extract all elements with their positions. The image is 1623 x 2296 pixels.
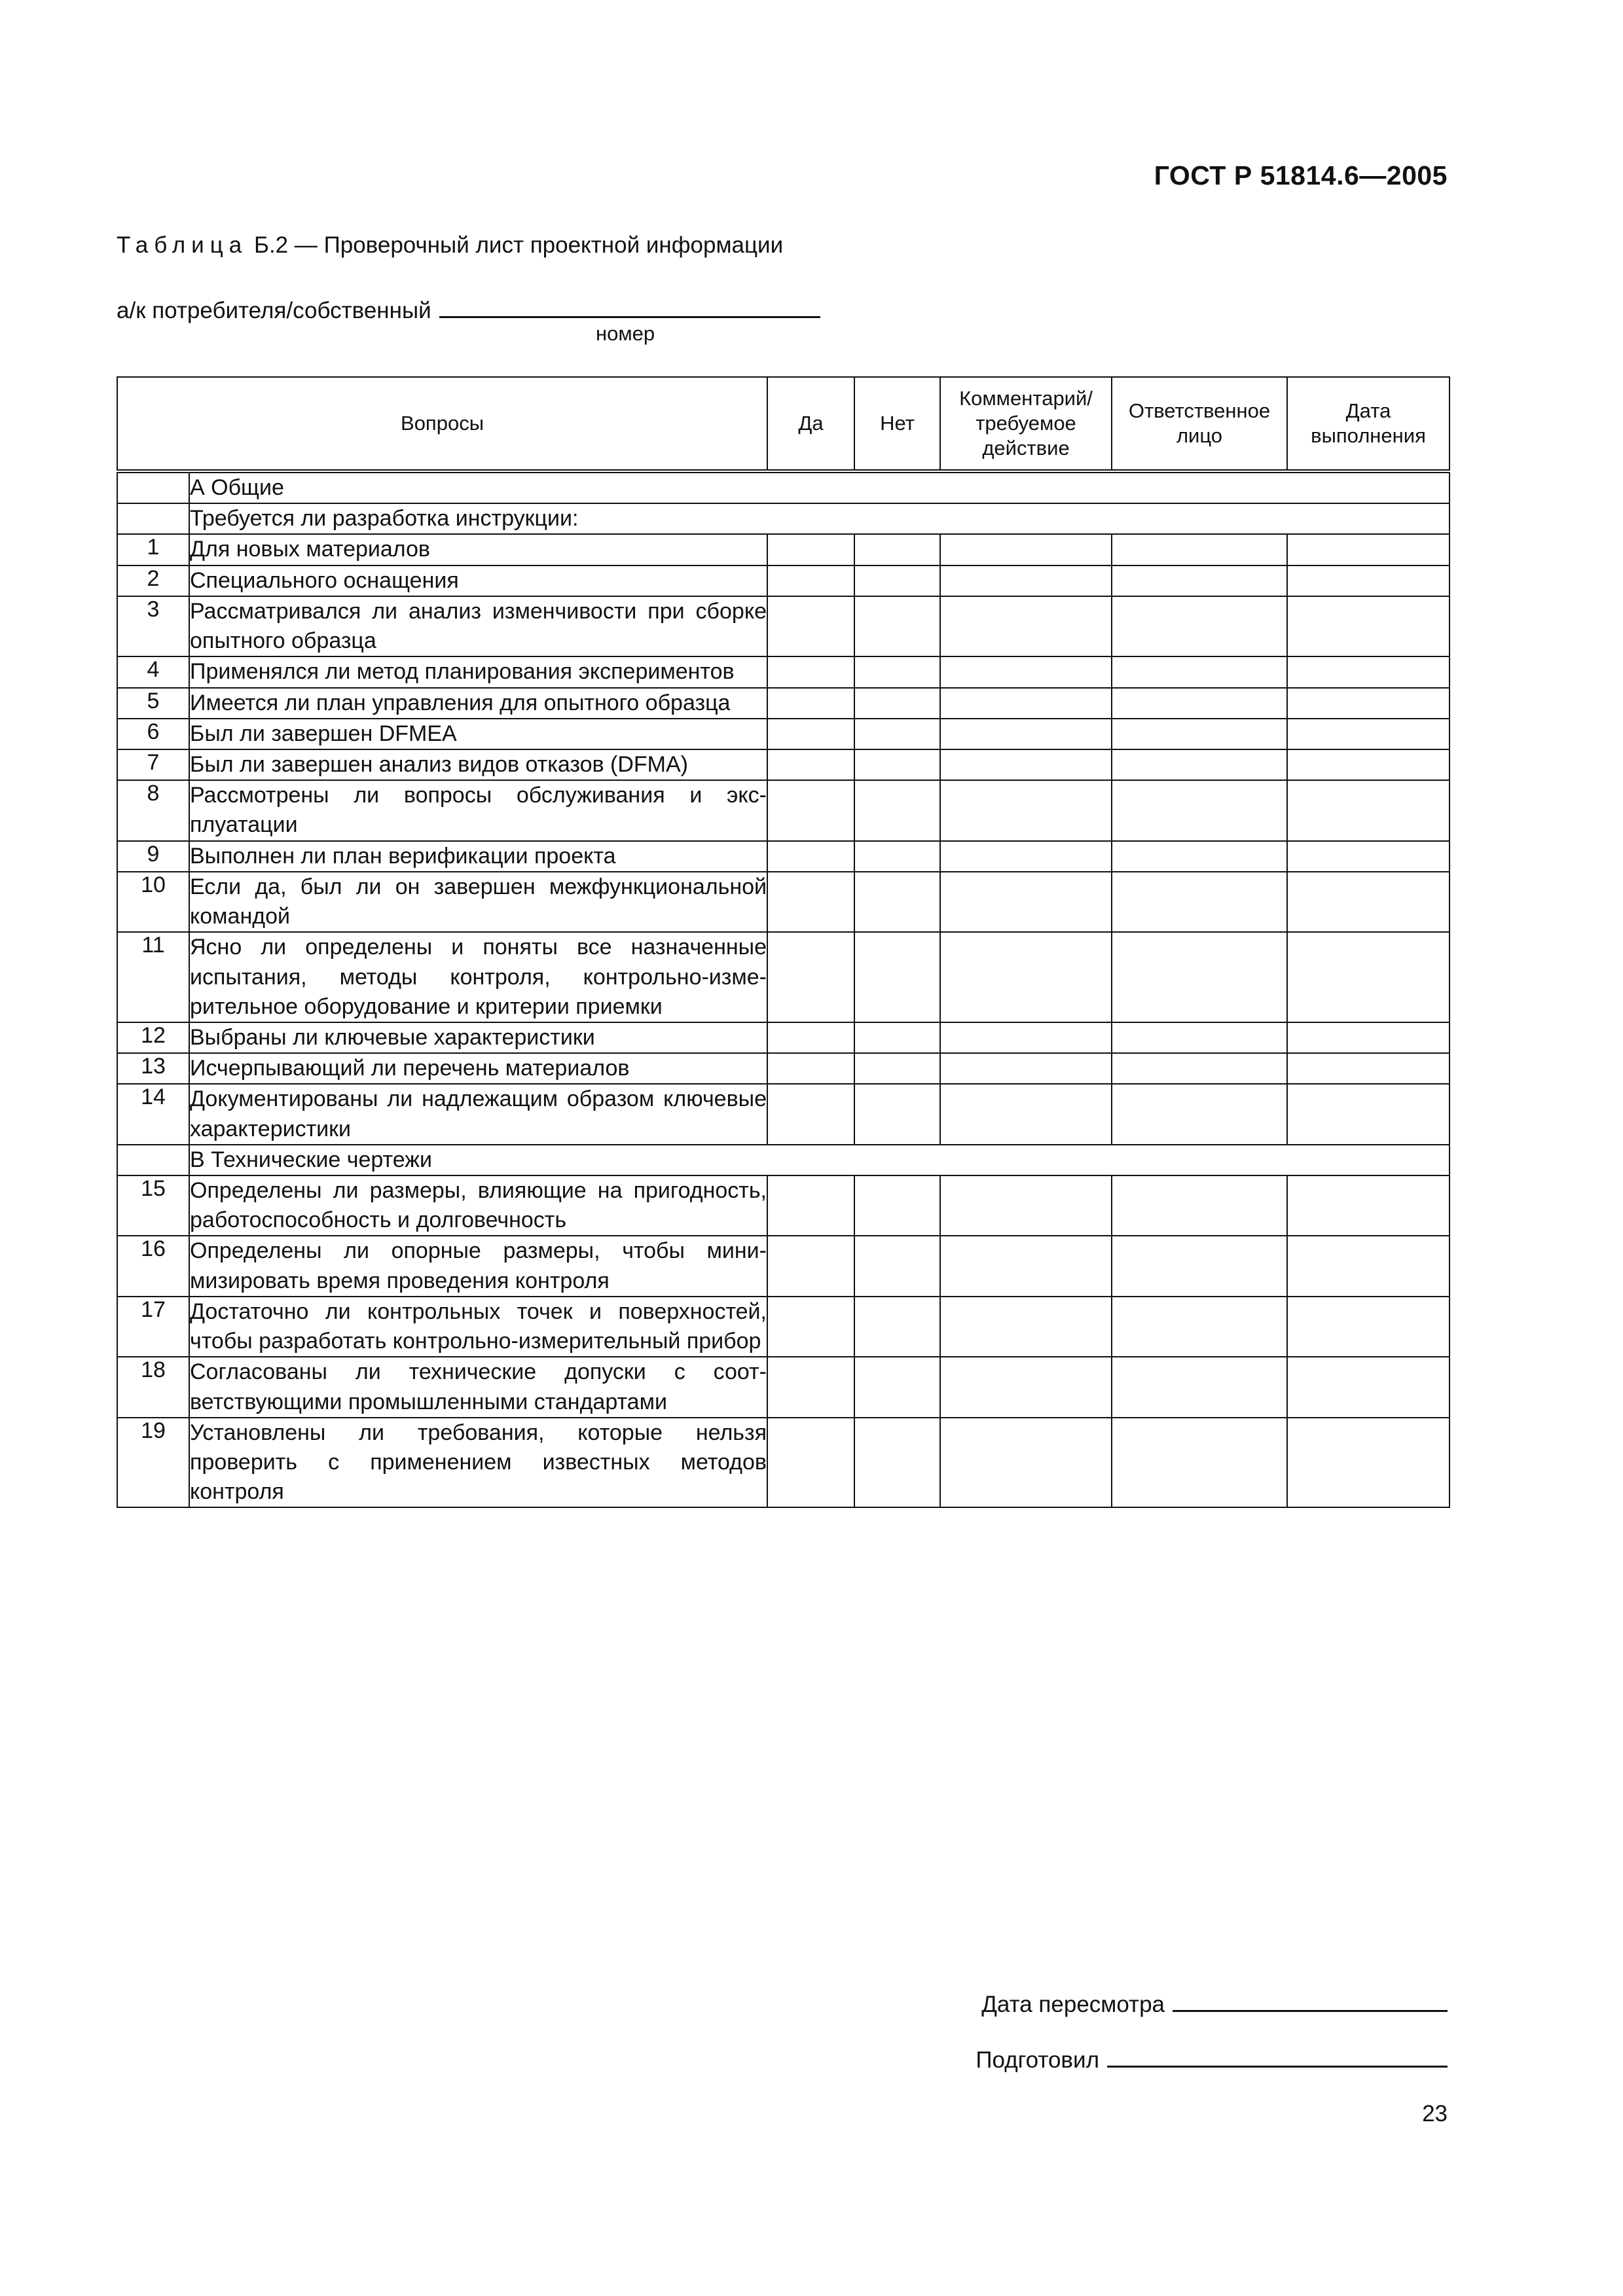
no-cell[interactable] <box>854 1022 940 1053</box>
comment-cell[interactable] <box>940 780 1112 840</box>
date-cell[interactable] <box>1287 565 1450 596</box>
comment-cell[interactable] <box>940 1053 1112 1084</box>
standard-number: ГОСТ Р 51814.6—2005 <box>1154 160 1448 190</box>
row-number <box>117 503 189 534</box>
no-cell[interactable] <box>854 872 940 932</box>
comment-cell[interactable] <box>940 719 1112 749</box>
col-header-no: Нет <box>854 377 940 471</box>
question-text: Специального оснащения <box>189 565 767 596</box>
question-text: Определены ли опорные размеры, чтобы минимизировать время проведения контроля <box>189 1236 767 1296</box>
responsible-cell[interactable] <box>1112 780 1287 840</box>
responsible-cell[interactable] <box>1112 688 1287 719</box>
responsible-cell[interactable] <box>1112 1175 1287 1236</box>
comment-cell[interactable] <box>940 596 1112 656</box>
no-cell[interactable] <box>854 1236 940 1296</box>
comment-cell[interactable] <box>940 1175 1112 1236</box>
question-text: Рассмотрены ли вопросы обслуживания и эксплуатации <box>189 780 767 840</box>
table-row <box>117 1297 1450 1357</box>
responsible-cell[interactable] <box>1112 1084 1287 1144</box>
date-cell[interactable] <box>1287 656 1450 687</box>
yes-cell[interactable] <box>767 1175 854 1236</box>
responsible-cell[interactable] <box>1112 1357 1287 1417</box>
no-cell[interactable] <box>854 1175 940 1236</box>
responsible-cell[interactable] <box>1112 719 1287 749</box>
no-cell[interactable] <box>854 719 940 749</box>
no-cell[interactable] <box>854 749 940 780</box>
row-number <box>117 1145 189 1175</box>
question-text: Применялся ли метод планирования экспериментов <box>189 656 767 687</box>
no-cell[interactable] <box>854 841 940 872</box>
comment-cell[interactable] <box>940 1022 1112 1053</box>
date-cell[interactable] <box>1287 1022 1450 1053</box>
question-text: Выполнен ли план верификации проекта <box>189 841 767 872</box>
row-number: 10 <box>117 872 189 932</box>
revision-date-label: Дата пересмотра <box>981 1992 1165 2017</box>
no-cell[interactable] <box>854 932 940 1022</box>
comment-cell[interactable] <box>940 1297 1112 1357</box>
row-number: 9 <box>117 841 189 872</box>
row-number: 13 <box>117 1053 189 1084</box>
question-text: Был ли завершен анализ видов отказов (DFMA) <box>189 749 767 780</box>
page-number: 23 <box>1422 2101 1448 2126</box>
no-cell[interactable] <box>854 656 940 687</box>
row-number: 2 <box>117 565 189 596</box>
row-number: 18 <box>117 1357 189 1417</box>
date-cell[interactable] <box>1287 688 1450 719</box>
responsible-cell[interactable] <box>1112 1297 1287 1357</box>
prepared-by-field <box>976 2042 1448 2073</box>
yes-cell[interactable] <box>767 1418 854 1508</box>
table-row <box>117 565 1450 596</box>
responsible-cell[interactable] <box>1112 656 1287 687</box>
yes-cell[interactable] <box>767 534 854 565</box>
row-number: 17 <box>117 1297 189 1357</box>
table-caption-prefix: Таблица <box>117 232 248 258</box>
prepared-by-line[interactable] <box>1107 2042 1448 2068</box>
revision-date-line[interactable] <box>1173 1986 1448 2012</box>
yes-cell[interactable] <box>767 1357 854 1417</box>
row-number: 8 <box>117 780 189 840</box>
responsible-cell[interactable] <box>1112 565 1287 596</box>
prepared-by-label: Подготовил <box>976 2047 1099 2073</box>
question-text: Документированы ли надлежащим образом ключевые характеристики <box>189 1084 767 1144</box>
section-heading: Требуется ли разработка инструкции: <box>189 503 1450 534</box>
table-row <box>117 1418 1450 1508</box>
yes-cell[interactable] <box>767 1053 854 1084</box>
no-cell[interactable] <box>854 1053 940 1084</box>
row-number: 14 <box>117 1084 189 1144</box>
table-row <box>117 688 1450 719</box>
yes-cell[interactable] <box>767 872 854 932</box>
yes-cell[interactable] <box>767 1236 854 1296</box>
date-cell[interactable] <box>1287 749 1450 780</box>
date-cell[interactable] <box>1287 1297 1450 1357</box>
yes-cell[interactable] <box>767 1297 854 1357</box>
comment-cell[interactable] <box>940 534 1112 565</box>
row-number: 19 <box>117 1418 189 1508</box>
comment-cell[interactable] <box>940 749 1112 780</box>
table-row <box>117 596 1450 656</box>
no-cell[interactable] <box>854 1418 940 1508</box>
responsible-cell[interactable] <box>1112 1022 1287 1053</box>
checklist-table <box>117 376 1450 1508</box>
table-row <box>117 1236 1450 1296</box>
date-cell[interactable] <box>1287 932 1450 1022</box>
no-cell[interactable] <box>854 1357 940 1417</box>
row-number: 16 <box>117 1236 189 1296</box>
section-row <box>117 503 1450 534</box>
date-cell[interactable] <box>1287 596 1450 656</box>
responsible-cell[interactable] <box>1112 1053 1287 1084</box>
yes-cell[interactable] <box>767 565 854 596</box>
date-cell[interactable] <box>1287 1418 1450 1508</box>
yes-cell[interactable] <box>767 656 854 687</box>
yes-cell[interactable] <box>767 1022 854 1053</box>
table-row <box>117 841 1450 872</box>
comment-cell[interactable] <box>940 565 1112 596</box>
responsible-cell[interactable] <box>1112 749 1287 780</box>
no-cell[interactable] <box>854 688 940 719</box>
date-cell[interactable] <box>1287 780 1450 840</box>
yes-cell[interactable] <box>767 688 854 719</box>
table-row <box>117 872 1450 932</box>
comment-cell[interactable] <box>940 872 1112 932</box>
responsible-cell[interactable] <box>1112 1418 1287 1508</box>
table-caption-text: Б.2 — Проверочный лист проектной информации <box>253 232 784 258</box>
no-cell[interactable] <box>854 780 940 840</box>
question-text: Если да, был ли он завершен межфункциональной командой <box>189 872 767 932</box>
date-cell[interactable] <box>1287 534 1450 565</box>
col-header-yes: Да <box>767 377 854 471</box>
question-text: Был ли завершен DFMEA <box>189 719 767 749</box>
table-header-row <box>117 377 1450 471</box>
table-row <box>117 932 1450 1022</box>
comment-cell[interactable] <box>940 932 1112 1022</box>
owner-field <box>117 293 820 324</box>
responsible-cell[interactable] <box>1112 1236 1287 1296</box>
table-row <box>117 1022 1450 1053</box>
question-text: Рассматривался ли анализ изменчивости при сборке опытного образца <box>189 596 767 656</box>
comment-cell[interactable] <box>940 1357 1112 1417</box>
no-cell[interactable] <box>854 565 940 596</box>
section-row <box>117 1145 1450 1175</box>
responsible-cell[interactable] <box>1112 872 1287 932</box>
yes-cell[interactable] <box>767 1084 854 1144</box>
row-number <box>117 471 189 503</box>
section-row <box>117 471 1450 503</box>
question-text: Для новых материалов <box>189 534 767 565</box>
owner-label: а/к потребителя/собственный <box>117 298 431 323</box>
yes-cell[interactable] <box>767 719 854 749</box>
no-cell[interactable] <box>854 534 940 565</box>
question-text: Исчерпывающий ли перечень материалов <box>189 1053 767 1084</box>
comment-cell[interactable] <box>940 656 1112 687</box>
date-cell[interactable] <box>1287 719 1450 749</box>
owner-sublabel: номер <box>596 322 655 345</box>
row-number: 12 <box>117 1022 189 1053</box>
question-text: Достаточно ли контрольных точек и поверхностей, чтобы разработать контрольно-измерительный прибор <box>189 1297 767 1357</box>
question-text: Определены ли размеры, влияющие на пригодность, работоспособность и долговечность <box>189 1175 767 1236</box>
comment-cell[interactable] <box>940 1418 1112 1508</box>
table-row <box>117 534 1450 565</box>
question-text: Установлены ли требования, которые нельзя проверить с применением известных методов контроля <box>189 1418 767 1508</box>
col-header-responsible: Ответственное лицо <box>1112 377 1287 471</box>
comment-cell[interactable] <box>940 1084 1112 1144</box>
question-text: Ясно ли определены и поняты все назначенные испытания, методы контроля, контрольно-измерительное оборудование и критерии приемки <box>189 932 767 1022</box>
table-row <box>117 1053 1450 1084</box>
table-row <box>117 780 1450 840</box>
responsible-cell[interactable] <box>1112 596 1287 656</box>
question-text: Имеется ли план управления для опытного образца <box>189 688 767 719</box>
col-header-comment: Комментарий/ требуемое действие <box>940 377 1112 471</box>
responsible-cell[interactable] <box>1112 841 1287 872</box>
date-cell[interactable] <box>1287 841 1450 872</box>
yes-cell[interactable] <box>767 596 854 656</box>
date-cell[interactable] <box>1287 872 1450 932</box>
table-body <box>117 471 1450 1507</box>
table-row <box>117 1084 1450 1144</box>
row-number: 3 <box>117 596 189 656</box>
comment-cell[interactable] <box>940 841 1112 872</box>
date-cell[interactable] <box>1287 1175 1450 1236</box>
table-caption <box>117 232 783 259</box>
table-row <box>117 656 1450 687</box>
col-header-date: Дата выполнения <box>1287 377 1450 471</box>
question-text: Выбраны ли ключевые характеристики <box>189 1022 767 1053</box>
date-cell[interactable] <box>1287 1084 1450 1144</box>
comment-cell[interactable] <box>940 688 1112 719</box>
yes-cell[interactable] <box>767 780 854 840</box>
date-cell[interactable] <box>1287 1053 1450 1084</box>
date-cell[interactable] <box>1287 1236 1450 1296</box>
table-row <box>117 749 1450 780</box>
owner-input-line[interactable] <box>439 293 820 318</box>
comment-cell[interactable] <box>940 1236 1112 1296</box>
yes-cell[interactable] <box>767 841 854 872</box>
row-number: 11 <box>117 932 189 1022</box>
yes-cell[interactable] <box>767 932 854 1022</box>
section-heading: А Общие <box>189 471 1450 503</box>
col-header-questions: Вопросы <box>117 377 767 471</box>
row-number: 1 <box>117 534 189 565</box>
no-cell[interactable] <box>854 596 940 656</box>
table-row <box>117 1357 1450 1417</box>
revision-date-field <box>981 1986 1448 2018</box>
table-row <box>117 1175 1450 1236</box>
question-text: Согласованы ли технические допуски с соответствующими промышленными стандартами <box>189 1357 767 1417</box>
section-heading: В Технические чертежи <box>189 1145 1450 1175</box>
row-number: 6 <box>117 719 189 749</box>
table-row <box>117 719 1450 749</box>
no-cell[interactable] <box>854 1297 940 1357</box>
row-number: 5 <box>117 688 189 719</box>
yes-cell[interactable] <box>767 749 854 780</box>
row-number: 7 <box>117 749 189 780</box>
responsible-cell[interactable] <box>1112 932 1287 1022</box>
row-number: 15 <box>117 1175 189 1236</box>
no-cell[interactable] <box>854 1084 940 1144</box>
date-cell[interactable] <box>1287 1357 1450 1417</box>
row-number: 4 <box>117 656 189 687</box>
responsible-cell[interactable] <box>1112 534 1287 565</box>
